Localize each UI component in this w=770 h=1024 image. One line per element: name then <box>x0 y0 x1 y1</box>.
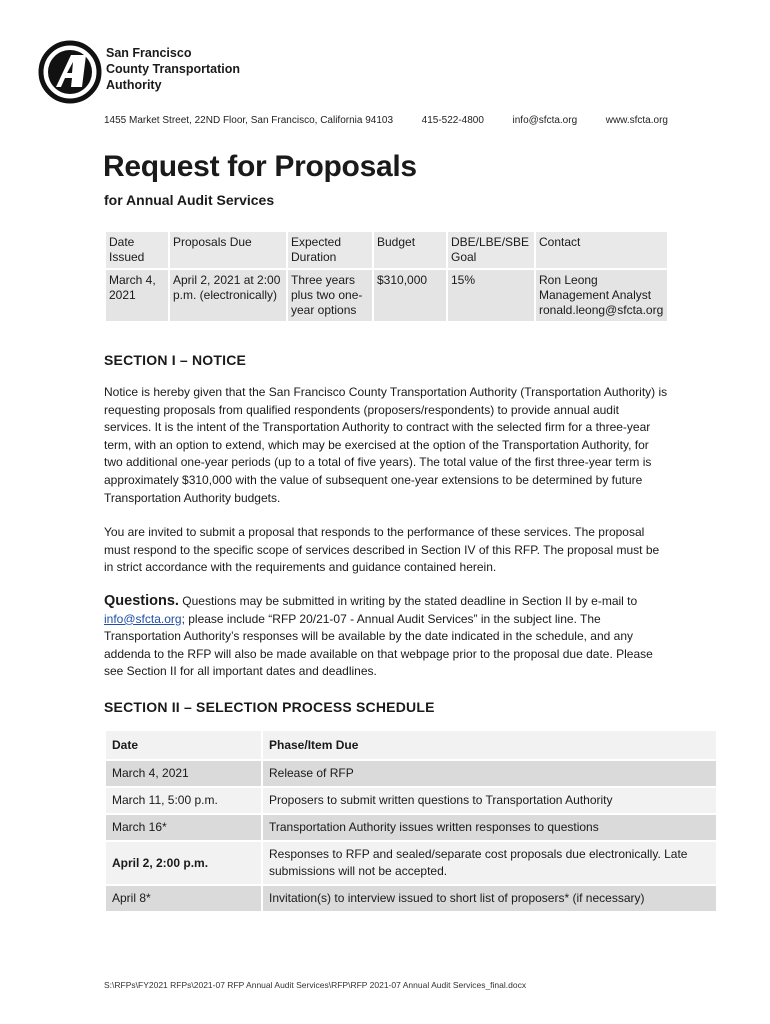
document-title: Request for Proposals <box>103 150 417 183</box>
summary-duration: Three years plus two one-year options <box>288 270 372 321</box>
schedule-item: Responses to RFP and sealed/separate cost proposals due electronically. Late submissions will not be accepted. <box>263 842 716 884</box>
schedule-item: Proposers to submit written questions to Transportation Authority <box>263 788 716 813</box>
section-2-heading: SECTION II – SELECTION PROCESS SCHEDULE <box>104 699 435 715</box>
org-name-line-2: County Transportation <box>106 62 241 76</box>
schedule-header-row <box>106 731 716 759</box>
questions-email-link[interactable]: info@sfcta.org <box>104 611 182 626</box>
notice-paragraph-2: You are invited to submit a proposal that responds to the performance of these services. The proposal must respond to the specific scope of services described in Section IV of this RFP. The proposal must be in strict accordance with the requirements and guidance contained herein. <box>104 525 660 575</box>
summary-header-duration: Expected Duration <box>288 232 372 268</box>
schedule-date: March 11, 5:00 p.m. <box>106 788 261 813</box>
contact-title: Management Analyst <box>539 288 652 302</box>
questions-text-1: Questions may be submitted in writing by the stated deadline in Section II by e-mail to <box>178 594 638 608</box>
contact-name: Ron Leong <box>539 273 598 287</box>
questions-paragraph <box>104 593 669 681</box>
questions-text-2: ; please include “RFP 20/21-07 - Annual Audit Services” in the subject line. The Transportation Authority’s responses will be available by the date indicated in the schedule, and any addenda to the RFP will also be made available on that webpage prior to the proposal due date. Please see Section II for all important dates and deadlines. <box>104 611 653 679</box>
summary-header-budget: Budget <box>374 232 446 268</box>
organization-name <box>106 45 240 93</box>
header-email: info@sfcta.org <box>512 115 578 126</box>
schedule-row <box>106 788 716 813</box>
summary-header-goal: DBE/LBE/SBE Goal <box>448 232 534 268</box>
phone: 415-522-4800 <box>421 115 484 126</box>
summary-header-contact: Contact <box>536 232 667 268</box>
org-name-line-1: San Francisco <box>106 46 192 60</box>
org-name-line-3: Authority <box>106 78 162 92</box>
schedule-item: Invitation(s) to interview issued to short list of proposers* (if necessary) <box>263 886 716 911</box>
summary-due: April 2, 2021 at 2:00 p.m. (electronically) <box>170 270 286 321</box>
address: 1455 Market Street, 22ND Floor, San Francisco, California 94103 <box>104 115 394 126</box>
file-path-footer: S:\RFPs\FY2021 RFPs\2021-07 RFP Annual Audit Services\RFP\RFP 2021-07 Annual Audit Services_final.docx <box>104 980 527 990</box>
summary-date: March 4, 2021 <box>106 270 168 321</box>
schedule-item: Transportation Authority issues written responses to questions <box>263 815 716 840</box>
summary-budget: $310,000 <box>374 270 446 321</box>
summary-contact <box>536 270 667 321</box>
schedule-header-phase: Phase/Item Due <box>263 731 716 759</box>
schedule-date: April 8* <box>106 886 261 911</box>
summary-header-due: Proposals Due <box>170 232 286 268</box>
section-1-heading: SECTION I – NOTICE <box>104 352 247 368</box>
rfp-summary-table <box>104 230 669 323</box>
schedule-row <box>106 761 716 786</box>
summary-header-row <box>106 232 667 268</box>
summary-header-date: Date Issued <box>106 232 168 268</box>
contact-email: ronald.leong@sfcta.org <box>539 303 664 317</box>
notice-paragraph-1: Notice is hereby given that the San Francisco County Transportation Authority (Transportation Authority) is requesting proposals from qualified respondents (proposers/respondents) to provide annual audit services. It is the intent of the Transportation Authority to contract with the selected firm for a three-year term, with an option to extend, which may be exercised at the option of the Transportation Authority, for two additional one-year periods (up to a total of five years). The total value of the first three-year term is approximately $310,000 with the value of subsequent one-year extensions to be determined by future Transportation Authority budgets. <box>104 385 668 505</box>
schedule-row <box>106 842 716 884</box>
document-subtitle: for Annual Audit Services <box>104 192 275 208</box>
schedule-date: March 4, 2021 <box>106 761 261 786</box>
schedule-date: April 2, 2:00 p.m. <box>106 842 261 884</box>
schedule-table <box>104 729 718 913</box>
summary-data-row <box>106 270 667 321</box>
questions-lead: Questions. <box>104 593 179 609</box>
schedule-row <box>106 815 716 840</box>
schedule-item: Release of RFP <box>263 761 716 786</box>
contact-line <box>104 115 668 126</box>
summary-goal: 15% <box>448 270 534 321</box>
sfcta-logo <box>38 40 102 104</box>
website: www.sfcta.org <box>605 115 668 126</box>
schedule-date: March 16* <box>106 815 261 840</box>
schedule-header-date: Date <box>106 731 261 759</box>
schedule-row <box>106 886 716 911</box>
